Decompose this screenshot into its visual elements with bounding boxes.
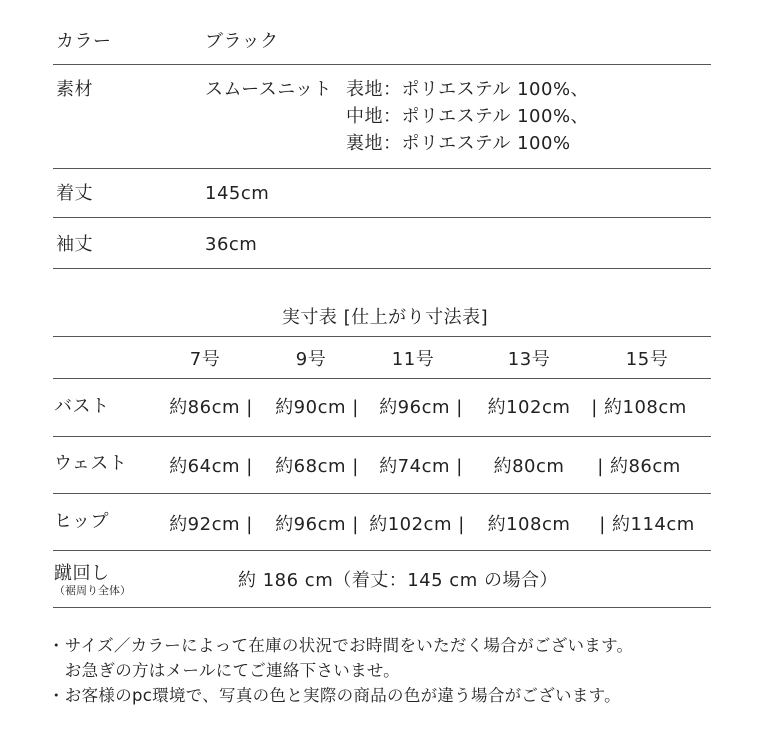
divider	[53, 64, 711, 65]
divider	[53, 217, 711, 218]
table-cell: 約80cm	[493, 456, 565, 477]
row-label-bust: バスト	[54, 396, 110, 417]
hem-value: 約 186 cm（着丈：145 cm の場合）	[238, 570, 558, 591]
material-fabric: スムースニット	[205, 79, 332, 100]
sleeve-label: 袖丈	[56, 234, 93, 255]
table-cell: 約74cm |	[379, 456, 463, 477]
table-cell: 約90cm |	[275, 397, 359, 418]
table-cell: 約86cm |	[169, 397, 253, 418]
sleeve-value: 36cm	[205, 234, 258, 255]
note-contact: お急ぎの方はメールにてご連絡下さいませ。	[48, 661, 400, 680]
material-line-outer: 表地：ポリエステル 100%、	[346, 79, 590, 100]
row-sublabel-hem: （裾周り全体）	[54, 584, 131, 597]
table-cell: 約96cm |	[379, 397, 463, 418]
divider	[53, 436, 711, 437]
size-header-15: 15号	[625, 349, 669, 370]
material-line-lining: 裏地：ポリエステル 100%	[346, 133, 571, 154]
color-label: カラー	[56, 31, 112, 52]
divider	[53, 607, 711, 608]
color-value: ブラック	[205, 31, 279, 52]
size-header-13: 13号	[507, 349, 551, 370]
table-cell: 約68cm |	[275, 456, 359, 477]
table-cell: | 約86cm	[597, 456, 681, 477]
table-cell: 約102cm	[487, 397, 571, 418]
divider	[53, 268, 711, 269]
table-cell: | 約114cm	[599, 514, 695, 535]
material-label: 素材	[56, 79, 93, 100]
divider	[53, 378, 711, 379]
table-cell: 約92cm |	[169, 514, 253, 535]
divider	[53, 168, 711, 169]
size-header-7: 7号	[189, 349, 221, 370]
note-color: ・お客様のpc環境で、写真の色と実際の商品の色が違う場合がございます。	[48, 686, 621, 705]
table-cell: 約64cm |	[169, 456, 253, 477]
note-stock: ・サイズ／カラーによって在庫の状況でお時間をいただく場合がございます。	[48, 636, 634, 655]
table-cell: | 約108cm	[591, 397, 687, 418]
material-line-middle: 中地：ポリエステル 100%、	[346, 106, 590, 127]
row-label-waist: ウェスト	[54, 453, 128, 474]
size-header-11: 11号	[391, 349, 435, 370]
size-header-9: 9号	[295, 349, 327, 370]
table-cell: 約96cm |	[275, 514, 359, 535]
table-cell: 約102cm |	[369, 514, 465, 535]
divider	[53, 550, 711, 551]
size-table-title: 実寸表 [仕上がり寸法表]	[281, 307, 489, 328]
row-label-hip: ヒップ	[54, 511, 109, 532]
divider	[53, 493, 711, 494]
length-value: 145cm	[205, 183, 270, 204]
row-label-hem: 蹴回し	[54, 563, 110, 584]
divider	[53, 336, 711, 337]
table-cell: 約108cm	[487, 514, 571, 535]
length-label: 着丈	[56, 183, 93, 204]
